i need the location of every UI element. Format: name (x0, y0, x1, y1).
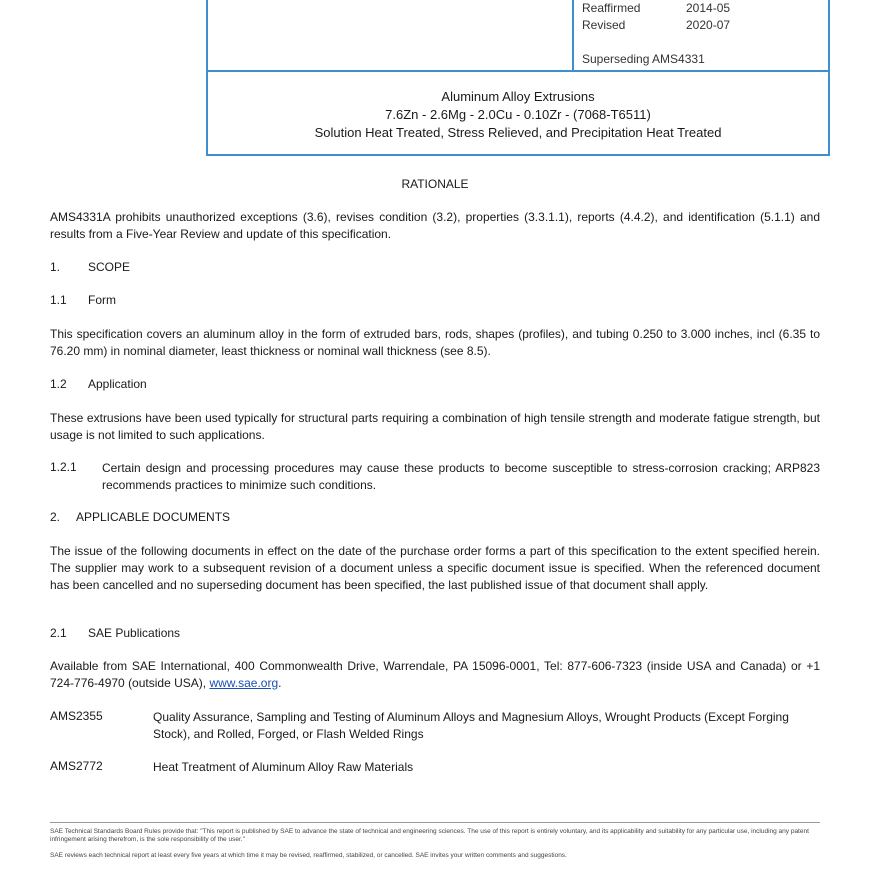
section-1-2-1-text: Certain design and processing procedures may cause these products to become susceptible to stress-corrosion cracking; ARP823 recommends practices to minimize such conditions. (102, 461, 820, 492)
application-text: These extrusions have been used typically for structural parts requiring a combination of high tensile strength and moderate fatigue strength, but usage is not limited to such applications. (50, 411, 820, 442)
sae-address: Available from SAE International, 400 Commonwealth Drive, Warrendale, PA 15096-0001, Tel: 877-606-7323 (inside USA and Canada) or +1 724-776-4970 (outside USA), (50, 659, 820, 690)
applicable-text: The issue of the following documents in effect on the date of the purchase order forms a part of this specification to the extent specified herein. The supplier may work to a subsequent revision of a document unless a specific document issue is specified. When the referenced document has been cancelled and no superseding document has been specified, the last published issue of that document shall apply. (50, 544, 820, 592)
section-2-1-heading (50, 626, 180, 640)
ref-desc-ams2772: Heat Treatment of Aluminum Alloy Raw Materials (153, 760, 414, 774)
section-2-heading (50, 510, 230, 524)
header-divider-horizontal (208, 70, 828, 72)
revised-value: 2020-07 (686, 18, 731, 32)
reaffirmed-row (582, 1, 730, 15)
section-1-heading (50, 260, 130, 274)
section-1-2-1-number: 1.2.1 (50, 460, 77, 474)
footer-note-2: SAE reviews each technical report at least every five years at which time it may be revised, reaffirmed, stabilized, or cancelled. SAE invites your written comments and suggestions. (50, 852, 567, 859)
ref-code-ams2772: AMS2772 (50, 759, 103, 773)
sae-text (50, 658, 820, 692)
section-title: Application (88, 377, 147, 391)
header-divider-vertical (572, 0, 574, 72)
rationale-heading: RATIONALE (401, 177, 469, 191)
sae-end-period: . (278, 676, 282, 690)
section-title: SAE Publications (88, 626, 181, 640)
title-line-2: 7.6Zn - 2.6Mg - 2.0Cu - 0.10Zr - (7068-T6511) (385, 107, 651, 122)
rationale-text: AMS4331A prohibits unauthorized exceptions (3.6), revises condition (3.2), properties (3.3.1.1), reports (4.4.2), and identification (5.1.1) and results from a Five-Year Review and update of this specification. (50, 210, 820, 241)
title-line-3: Solution Heat Treated, Stress Relieved, and Precipitation Heat Treated (314, 125, 722, 140)
revised-row (582, 18, 730, 32)
section-title: APPLICABLE DOCUMENTS (76, 510, 231, 524)
section-1-1-heading (50, 293, 116, 307)
section-number: 2.1 (50, 626, 67, 640)
section-title: Form (88, 293, 116, 307)
footer-rule (50, 822, 820, 823)
section-number: 1. (50, 260, 61, 274)
section-title: SCOPE (88, 260, 131, 274)
superseding-note: Superseding AMS4331 (582, 52, 705, 66)
sae-website-link[interactable]: www.sae.org (209, 676, 279, 690)
reaffirmed-value: 2014-05 (686, 1, 731, 15)
section-1-2-heading (50, 377, 147, 391)
footer-note-1: SAE Technical Standards Board Rules provide that: "This report is published by SAE to advance the state of technical and engineering sciences. The use of this report is entirely voluntary, and its applicability and suitability for any particular use, including any patent infringement arising therefrom, is the sole responsibility of the user." (50, 828, 809, 843)
section-number: 2. (50, 510, 61, 524)
header-box (206, 0, 830, 156)
section-number: 1.2 (50, 377, 67, 391)
ref-code-ams2355: AMS2355 (50, 709, 103, 723)
reaffirmed-label: Reaffirmed (582, 1, 641, 15)
ref-desc-ams2355: Quality Assurance, Sampling and Testing of Aluminum Alloys and Magnesium Alloys, Wrought Products (Except Forging Stock), and Rolled, Forged, or Flash Welded Rings (153, 710, 789, 741)
section-number: 1.1 (50, 293, 67, 307)
document-title (208, 88, 828, 142)
revised-label: Revised (582, 18, 626, 32)
form-text: This specification covers an aluminum alloy in the form of extruded bars, rods, shapes (profiles), and tubing 0.250 to 3.000 inches, incl (6.35 to 76.20 mm) in nominal diameter, least thickness or nominal wall thickness (see 8.5). (50, 327, 820, 358)
title-line-1: Aluminum Alloy Extrusions (441, 89, 595, 104)
